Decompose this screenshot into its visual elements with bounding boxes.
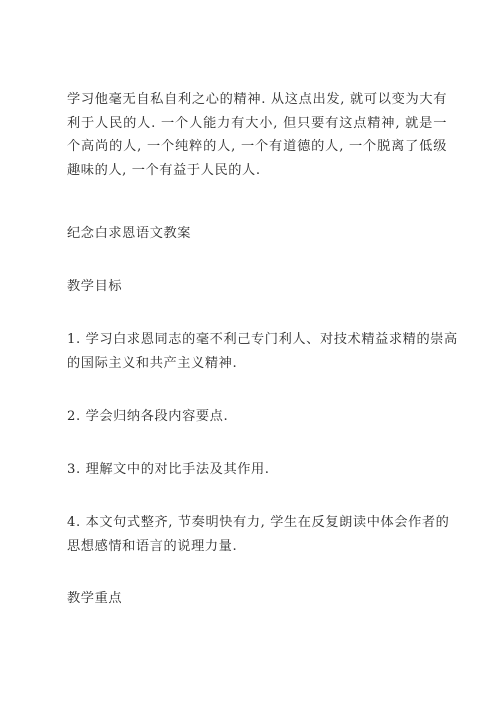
intro-line: 利于人民的人. 一个人能力有大小, 但只要有这点精神, 就是一 bbox=[67, 115, 447, 131]
goal-item-1 bbox=[67, 328, 458, 375]
goal-1-line: 1. 学习白求恩同志的毫不利己专门利人、对技术精益求精的崇高 bbox=[67, 332, 458, 347]
intro-line: 趣味的人, 一个有益于人民的人. bbox=[67, 162, 261, 178]
focus-heading: 教学重点 bbox=[67, 591, 123, 606]
goal-item-4 bbox=[67, 511, 450, 558]
goal-4-line: 4. 本文句式整齐, 节奏明快有力, 学生在反复朗读中体会作者的 bbox=[67, 515, 450, 530]
goal-1-line: 的国际主义和共产主义精神. bbox=[67, 355, 238, 371]
goal-item-2: 2. 学会归纳各段内容要点. bbox=[67, 409, 229, 424]
intro-paragraph bbox=[67, 88, 447, 182]
goal-item-3: 3. 理解文中的对比手法及其作用. bbox=[67, 462, 270, 477]
lesson-title: 纪念白求恩语文教案 bbox=[67, 226, 192, 241]
intro-line: 学习他毫无自私自利之心的精神. 从这点出发, 就可以变为大有 bbox=[67, 92, 447, 107]
goal-4-line: 思想感情和语言的说理力量. bbox=[67, 538, 238, 554]
intro-line: 个高尚的人, 一个纯粹的人, 一个有道德的人, 一个脱离了低级 bbox=[67, 139, 447, 154]
goals-heading: 教学目标 bbox=[67, 279, 123, 294]
